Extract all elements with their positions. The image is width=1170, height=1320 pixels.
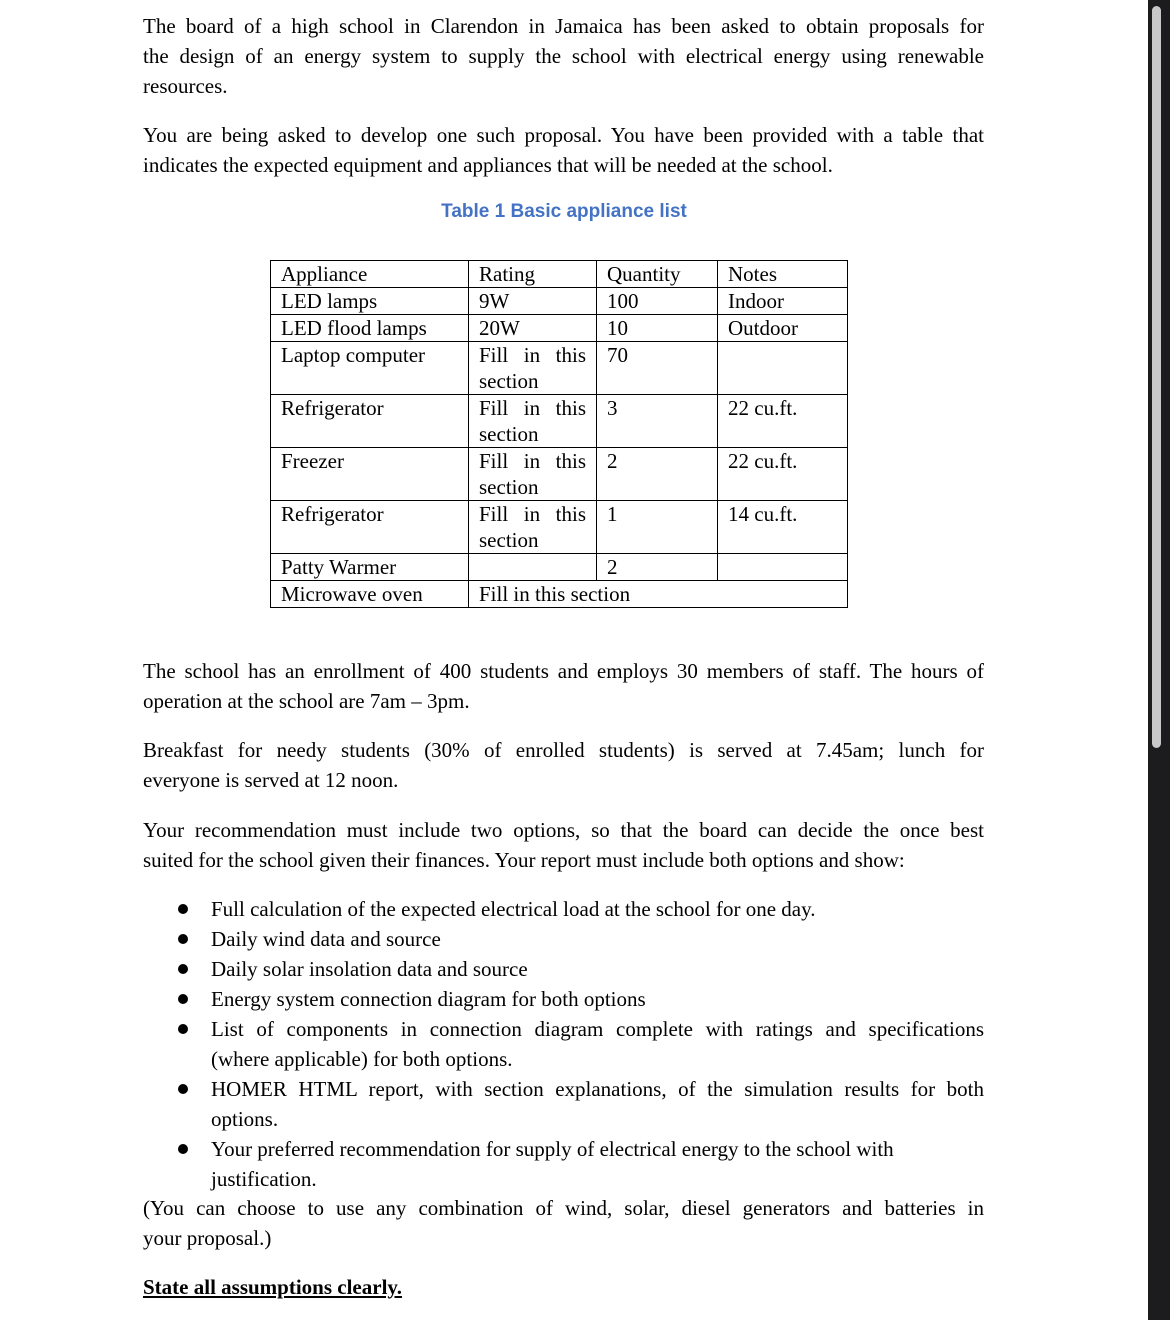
text-line: The school has an enrollment of 400 students and employs 30 members of staff. The hours of <box>143 659 984 683</box>
table-row <box>271 581 848 608</box>
table-caption: Table 1 Basic appliance list <box>441 201 687 222</box>
list-item-text: options. <box>211 1107 279 1131</box>
cell-rating <box>469 448 597 501</box>
header-rating: Rating <box>469 261 597 288</box>
list-item-text: Full calculation of the expected electrical load at the school for one day. <box>211 897 816 921</box>
cell-quantity: 2 <box>597 554 718 581</box>
table-row <box>271 395 848 448</box>
cell-appliance: LED flood lamps <box>271 315 469 342</box>
intro-paragraph <box>143 11 984 101</box>
text-line: suited for the school given their finances. Your report must include both options and show: <box>143 848 905 872</box>
text-line: your proposal.) <box>143 1226 272 1250</box>
cell-appliance: Microwave oven <box>271 581 469 608</box>
text-line: the design of an energy system to supply the school with electrical energy using renewable <box>143 44 984 68</box>
rating-text: Fill in this <box>479 396 586 420</box>
meals-paragraph <box>143 735 984 795</box>
text-line: The board of a high school in Clarendon in Jamaica has been asked to obtain proposals for <box>143 14 984 38</box>
cell-notes: Indoor <box>718 288 848 315</box>
bullet-icon <box>178 904 188 914</box>
cell-quantity: 100 <box>597 288 718 315</box>
cell-rating <box>469 554 597 581</box>
bullet-icon <box>178 994 188 1004</box>
cell-notes <box>718 554 848 581</box>
list-item-text: List of components in connection diagram complete with ratings and specifications <box>211 1017 984 1041</box>
table-row <box>271 342 848 395</box>
table-row <box>271 315 848 342</box>
list-item <box>143 1134 984 1194</box>
header-appliance: Appliance <box>271 261 469 288</box>
list-item-text: Your preferred recommendation for supply of electrical energy to the school with <box>211 1137 894 1161</box>
bullet-icon <box>178 1144 188 1154</box>
rating-text: section <box>479 369 539 393</box>
table-row <box>271 501 848 554</box>
cell-appliance: Laptop computer <box>271 342 469 395</box>
table-header-row <box>271 261 848 288</box>
list-item-text: Energy system connection diagram for both options <box>211 987 646 1011</box>
cell-appliance: Refrigerator <box>271 395 469 448</box>
cell-notes: Outdoor <box>718 315 848 342</box>
appliance-table <box>270 260 848 608</box>
header-quantity: Quantity <box>597 261 718 288</box>
text-line: indicates the expected equipment and appliances that will be needed at the school. <box>143 153 833 177</box>
rating-text: section <box>479 422 539 446</box>
list-item <box>143 1014 984 1074</box>
cell-notes: 22 cu.ft. <box>718 448 848 501</box>
assumptions-note: State all assumptions clearly. <box>143 1275 403 1299</box>
cell-rating: 20W <box>469 315 597 342</box>
list-item <box>143 954 984 984</box>
cell-appliance: LED lamps <box>271 288 469 315</box>
options-paragraph <box>143 1193 984 1253</box>
scrollbar-thumb[interactable] <box>1152 6 1161 748</box>
requirements-list <box>143 894 984 1194</box>
rating-text: section <box>479 528 539 552</box>
text-line: Your recommendation must include two options, so that the board can decide the once best <box>143 818 984 842</box>
cell-notes: 22 cu.ft. <box>718 395 848 448</box>
text-line: Breakfast for needy students (30% of enrolled students) is served at 7.45am; lunch for <box>143 738 984 762</box>
cell-appliance: Patty Warmer <box>271 554 469 581</box>
rating-text: section <box>479 475 539 499</box>
list-item <box>143 894 984 924</box>
list-item-text: justification. <box>211 1167 317 1191</box>
header-notes: Notes <box>718 261 848 288</box>
rating-text: Fill in this <box>479 449 586 473</box>
list-item <box>143 984 984 1014</box>
cell-quantity: 10 <box>597 315 718 342</box>
list-item-text: Daily solar insolation data and source <box>211 957 528 981</box>
cell-quantity: 1 <box>597 501 718 554</box>
recommendation-paragraph <box>143 815 984 875</box>
cell-notes <box>718 342 848 395</box>
table-row <box>271 288 848 315</box>
text-line: (You can choose to use any combination of wind, solar, diesel generators and batteries in <box>143 1196 984 1220</box>
list-item-text: Daily wind data and source <box>211 927 441 951</box>
cell-rating: 9W <box>469 288 597 315</box>
table-row <box>271 554 848 581</box>
cell-rating <box>469 501 597 554</box>
cell-quantity: 2 <box>597 448 718 501</box>
text-line: You are being asked to develop one such proposal. You have been provided with a table that <box>143 123 984 147</box>
cell-quantity: 70 <box>597 342 718 395</box>
rating-text: Fill in this <box>479 343 586 367</box>
list-item-text: (where applicable) for both options. <box>211 1047 513 1071</box>
cell-appliance: Refrigerator <box>271 501 469 554</box>
text-line: everyone is served at 12 noon. <box>143 768 399 792</box>
cell-rating <box>469 342 597 395</box>
text-line: operation at the school are 7am – 3pm. <box>143 689 470 713</box>
cell-rating <box>469 395 597 448</box>
bullet-icon <box>178 964 188 974</box>
list-item <box>143 1074 984 1134</box>
table-row <box>271 448 848 501</box>
cell-quantity: 3 <box>597 395 718 448</box>
bullet-icon <box>178 1084 188 1094</box>
proposal-paragraph <box>143 120 984 180</box>
cell-rating-merged: Fill in this section <box>469 581 848 608</box>
rating-text: Fill in this <box>479 502 586 526</box>
cell-notes: 14 cu.ft. <box>718 501 848 554</box>
bullet-icon <box>178 934 188 944</box>
cell-appliance: Freezer <box>271 448 469 501</box>
bullet-icon <box>178 1024 188 1034</box>
enrollment-paragraph <box>143 656 984 716</box>
text-line: resources. <box>143 74 228 98</box>
list-item <box>143 924 984 954</box>
list-item-text: HOMER HTML report, with section explanations, of the simulation results for both <box>211 1077 984 1101</box>
